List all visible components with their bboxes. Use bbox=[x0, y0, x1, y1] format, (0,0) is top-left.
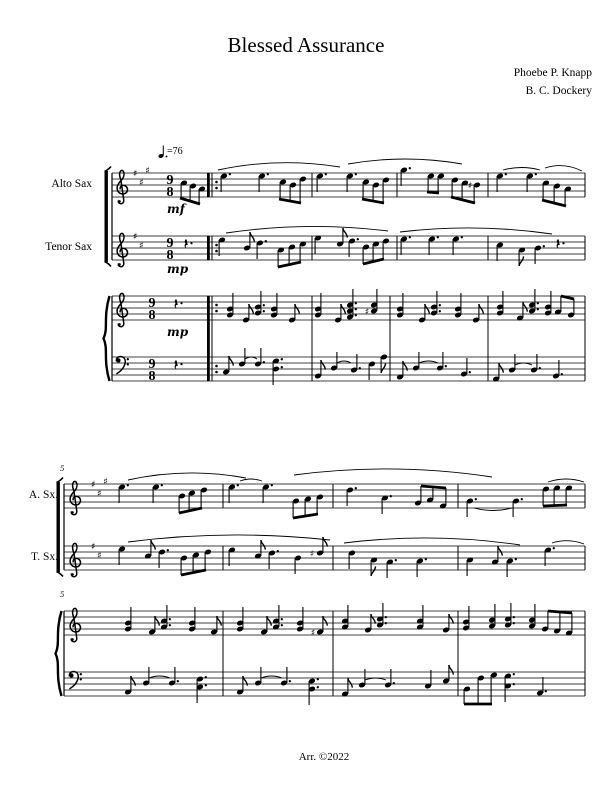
sharp-icon: ♯ bbox=[96, 488, 102, 500]
treble-clef-icon bbox=[117, 233, 127, 266]
start-repeat-barline bbox=[207, 296, 218, 381]
treble-clef-icon bbox=[70, 481, 80, 514]
time-signature: 9 bbox=[148, 356, 156, 372]
treble-clef-icon bbox=[70, 608, 80, 641]
piano-bass-staff-2 bbox=[64, 665, 585, 705]
slur-curve bbox=[348, 159, 462, 164]
time-signature: 9 bbox=[166, 172, 174, 188]
staff-label-alto-sax-abbr: A. Sx. bbox=[28, 489, 58, 501]
tenor-sax-staff-1 bbox=[112, 226, 585, 267]
bass-clef-icon bbox=[116, 356, 129, 373]
slur-curve bbox=[294, 469, 492, 477]
alto-sax-staff-1 bbox=[112, 159, 585, 206]
treble-clef-icon bbox=[117, 293, 127, 326]
dynamic-marking-tenor: mp bbox=[167, 262, 189, 276]
piano-group-2 bbox=[56, 603, 586, 705]
composer-credit: Phoebe P. Knapp bbox=[513, 67, 592, 79]
time-signature: 8 bbox=[148, 368, 156, 384]
piano-treble-staff-2 bbox=[64, 603, 585, 642]
treble-clef-icon bbox=[70, 543, 80, 576]
quarter-rest-icon bbox=[175, 299, 179, 309]
time-signature: 9 bbox=[148, 295, 156, 311]
tenor-sax-staff-2 bbox=[64, 535, 585, 578]
sharp-icon: ♯ bbox=[132, 231, 138, 243]
staff-label-alto-sax: Alto Sax bbox=[51, 178, 92, 190]
sharp-icon: ♯ bbox=[309, 549, 315, 560]
sharp-icon: ♯ bbox=[364, 307, 370, 318]
slur-curve bbox=[240, 479, 262, 481]
instrument-bracket bbox=[105, 171, 108, 262]
time-signature: 8 bbox=[166, 247, 174, 263]
slur-curve bbox=[344, 538, 520, 545]
quarter-rest-icon bbox=[557, 239, 561, 249]
sharp-icon: ♯ bbox=[310, 628, 316, 639]
piece-title: Blessed Assurance bbox=[227, 33, 385, 57]
sharp-icon: ♯ bbox=[467, 181, 473, 192]
sharp-icon: ♯ bbox=[90, 541, 96, 553]
time-signature: 9 bbox=[166, 235, 174, 251]
time-signature: 8 bbox=[166, 184, 174, 200]
alto-sax-staff-2 bbox=[64, 469, 585, 518]
slur-curve bbox=[545, 166, 582, 171]
slur-curve bbox=[503, 168, 540, 171]
sharp-icon: ♯ bbox=[103, 476, 108, 488]
system-2 bbox=[56, 469, 586, 705]
slur-curve bbox=[400, 228, 552, 234]
measure-number-sax: 5 bbox=[60, 463, 65, 473]
sharp-icon: ♯ bbox=[138, 240, 144, 252]
piano-brace bbox=[104, 296, 110, 381]
slur-curve bbox=[128, 473, 246, 480]
slur-curve bbox=[552, 541, 584, 544]
copyright-footer: Arr. ©2022 bbox=[298, 751, 350, 763]
sharp-icon: ♯ bbox=[145, 165, 150, 177]
measure-number-piano: 5 bbox=[60, 589, 65, 599]
staff-label-tenor-sax-abbr: T. Sx. bbox=[31, 551, 58, 563]
dynamic-marking-piano: mp bbox=[167, 325, 189, 339]
sharp-icon: ♯ bbox=[132, 168, 138, 180]
start-repeat-barline bbox=[207, 173, 218, 260]
tempo-marking: =76 bbox=[167, 146, 183, 157]
slur-curve bbox=[548, 479, 584, 482]
piano-bass-staff-1 bbox=[112, 348, 585, 385]
sharp-icon: ♯ bbox=[90, 479, 96, 491]
piano-brace bbox=[56, 611, 62, 696]
time-signature: 8 bbox=[148, 307, 156, 323]
quarter-rest-icon bbox=[175, 360, 179, 370]
bass-clef-icon bbox=[69, 671, 82, 688]
staff-label-tenor-sax: Tenor Sax bbox=[45, 241, 92, 253]
treble-clef-icon bbox=[117, 170, 127, 203]
dynamic-marking-alto: mf bbox=[167, 202, 185, 216]
arranger-credit: B. C. Dockery bbox=[525, 85, 592, 97]
piano-treble-staff-1 bbox=[112, 289, 585, 327]
sharp-icon: ♯ bbox=[138, 177, 144, 189]
slur-curve bbox=[218, 163, 340, 170]
sax-group-2 bbox=[57, 469, 586, 578]
slur-curve bbox=[128, 535, 330, 542]
quarter-rest-icon bbox=[185, 239, 189, 249]
sharp-icon: ♯ bbox=[96, 550, 102, 562]
